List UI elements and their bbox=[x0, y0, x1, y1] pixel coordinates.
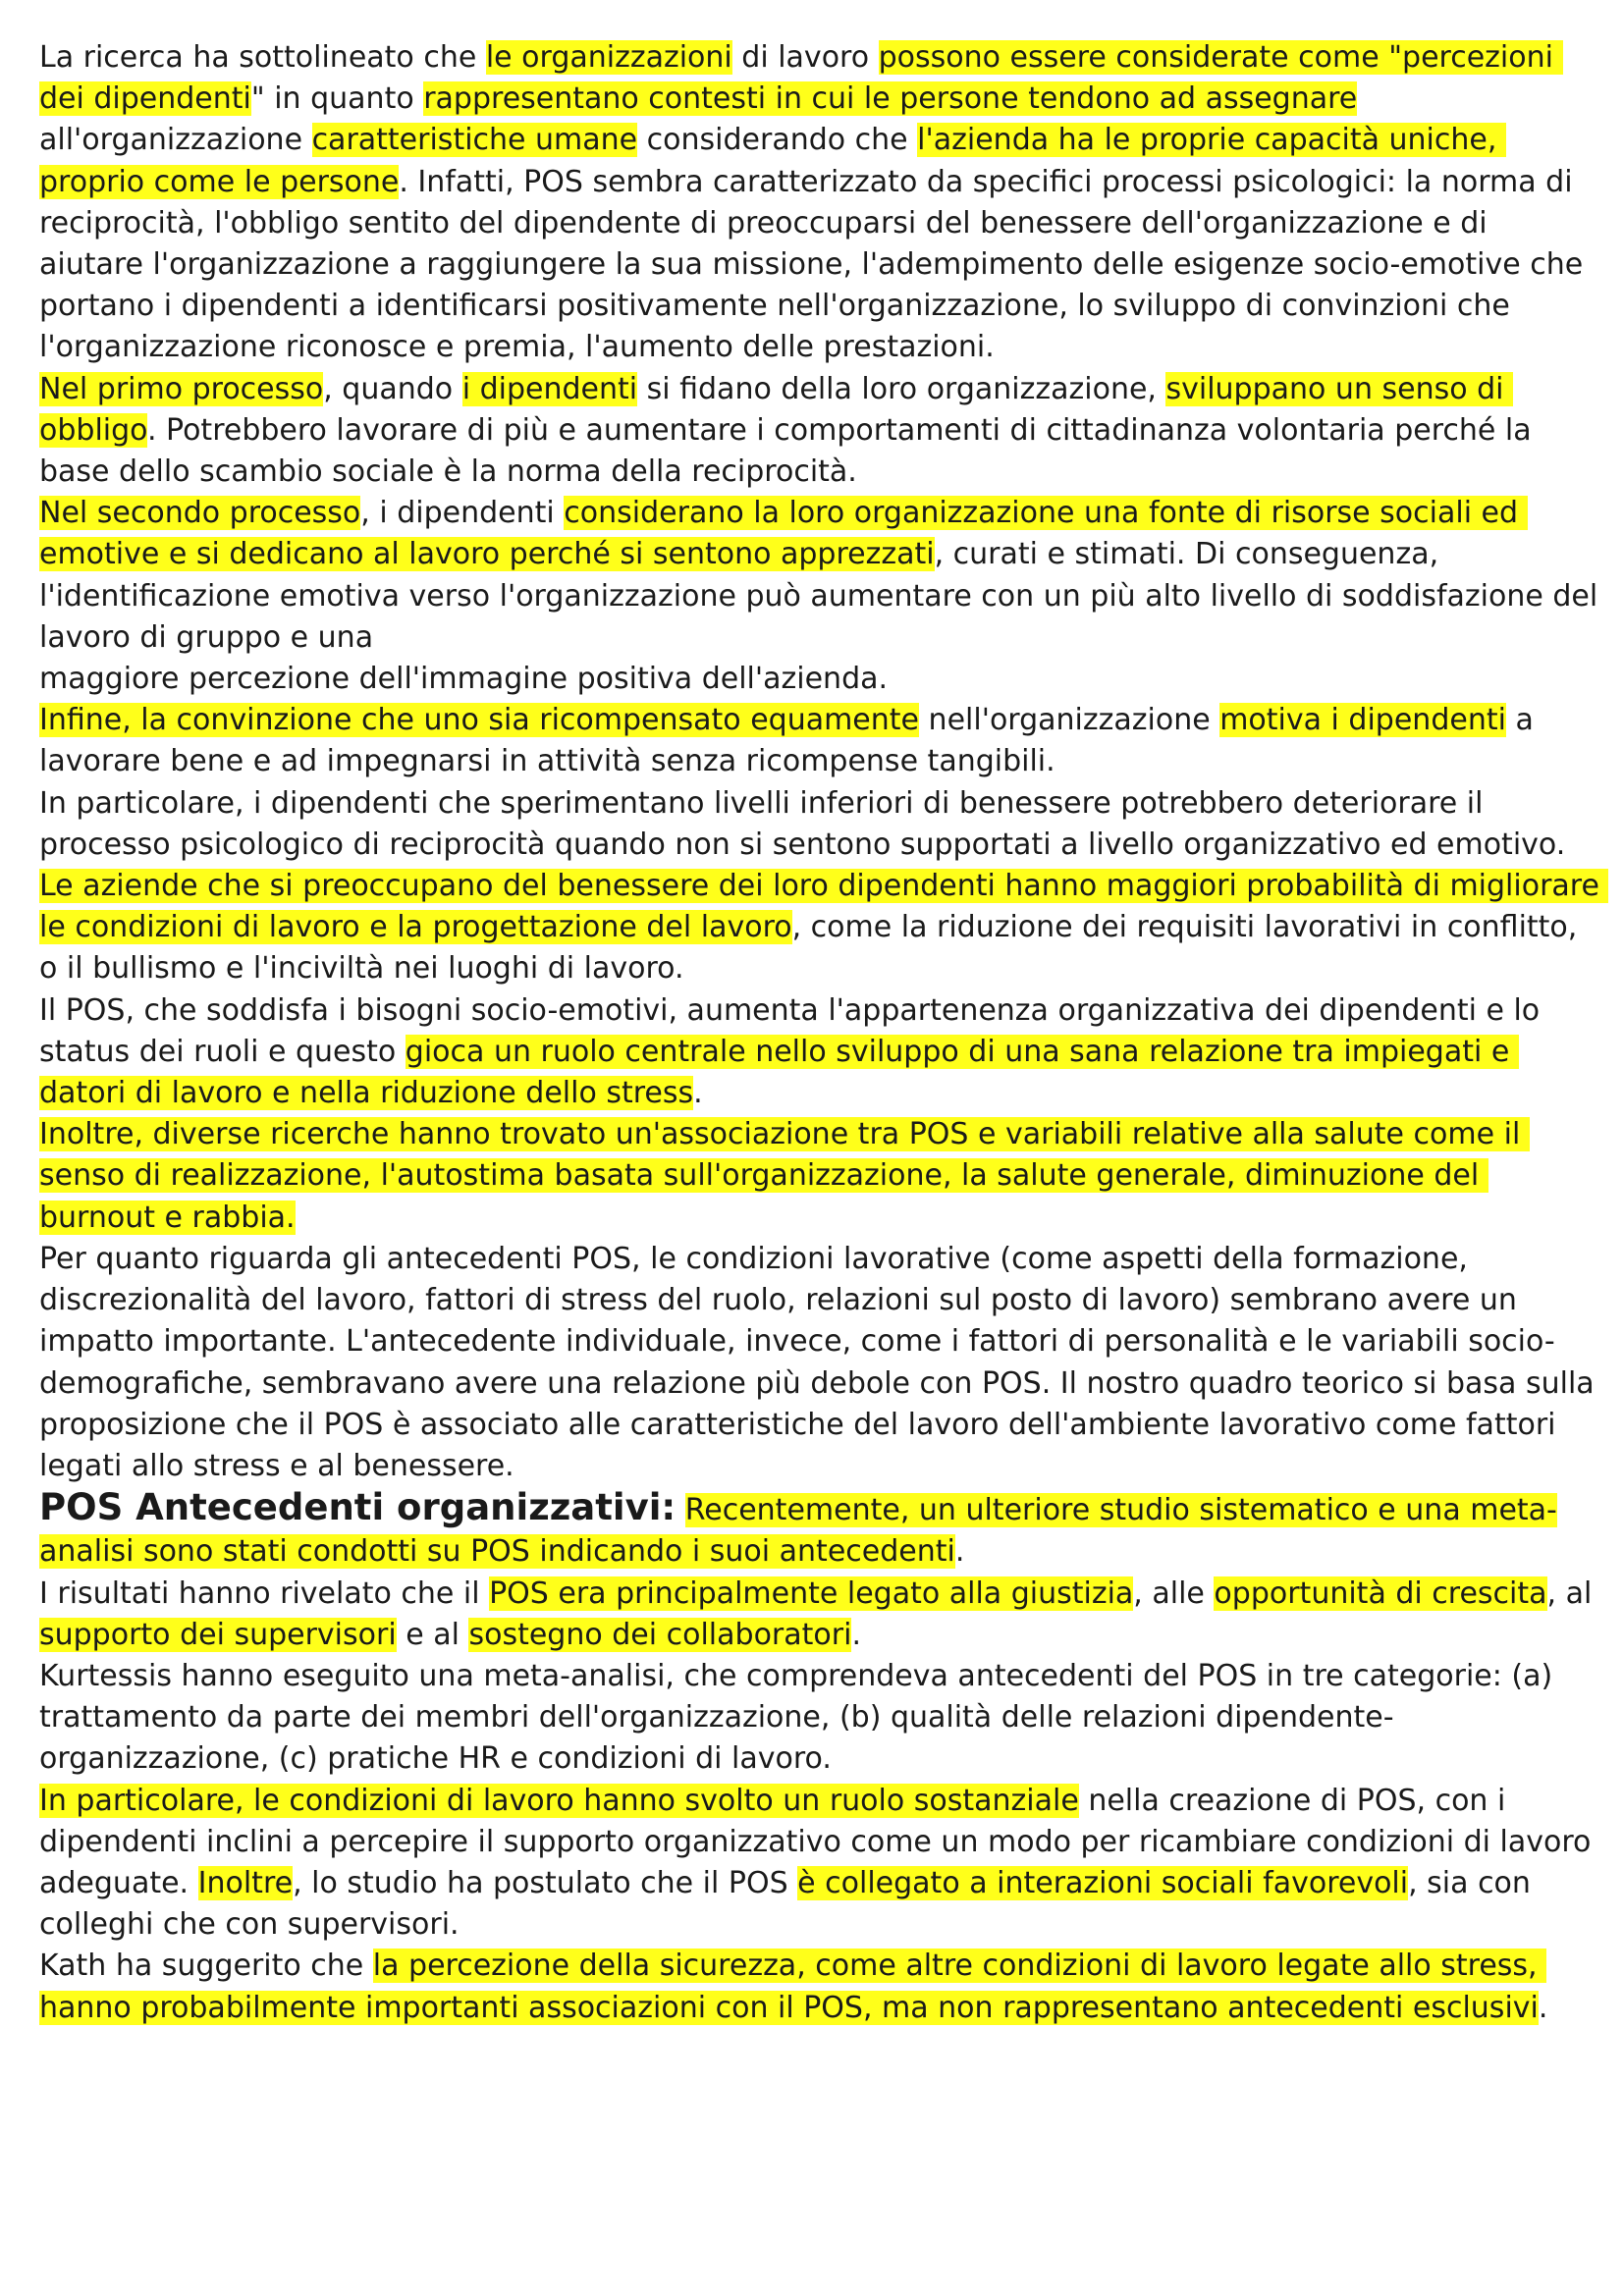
text-segment: Per quanto riguarda gli antecedenti POS, le condizioni lavorative (come aspetti della formazione, discrezionalità del lavoro, fattori di stress del ruolo, relazioni sul posto di lavoro) sembrano avere un impatto importante. L'antecedente individuale, invece, come i fattori di personalità e le variabili socio-demografiche, sembravano avere una relazione più debole con POS. Il nostro quadro teorico si basa sulla proposizione che il POS è associato alle caratteristiche del lavoro dell'ambiente lavorativo come fattori legati allo stress e al benessere. bbox=[39, 1241, 1604, 1483]
text-segment: , lo studio ha postulato che il POS bbox=[293, 1865, 798, 1900]
text-segment: . Potrebbero lavorare di più e aumentare i comportamenti di cittadinanza volontaria perché la base dello scambio sociale è la norma della reciprocità. bbox=[39, 412, 1542, 490]
highlighted-text: sviluppano un senso di obbligo bbox=[39, 371, 1514, 448]
text-segment: , quando bbox=[323, 371, 462, 406]
section-heading: POS Antecedenti organizzativi: bbox=[39, 1486, 676, 1529]
paragraph bbox=[39, 783, 1600, 866]
paragraph bbox=[39, 1114, 1600, 1239]
text-segment: . bbox=[954, 1534, 965, 1570]
highlighted-text: è collegato a interazioni sociali favorevoli bbox=[797, 1865, 1409, 1900]
text-segment: . Infatti, POS sembra caratterizzato da specifici processi psicologici: la norma di reciprocità, l'obbligo sentito del dipendente di preoccuparsi del benessere dell'organizzazione e di aiutare l'organizzazione a raggiungere la sua missione, l'adempimento delle esigenze socio-emotive che portano i dipendenti a identificarsi positivamente nell'organizzazione, lo sviluppo di convinzioni che l'organizzazione riconosce e premia, l'aumento delle prestazioni. bbox=[39, 164, 1593, 365]
highlighted-text: l'azienda ha le proprie capacità uniche, proprio come le persone bbox=[39, 123, 1506, 199]
highlighted-text: le organizzazioni bbox=[485, 40, 732, 75]
highlighted-text: gioca un ruolo centrale nello sviluppo di una sana relazione tra impiegati e datori di lavoro e nella riduzione dello stress bbox=[39, 1034, 1519, 1111]
highlighted-text: Recentemente, un ulteriore studio sistematico e una meta-analisi sono stati condotti su POS indicando i suoi antecedenti bbox=[39, 1493, 1557, 1570]
text-segment: Il POS, che soddisfa i bisogni socio-emotivi, aumenta l'appartenenza organizzativa dei dipendenti e lo status dei ruoli e questo bbox=[39, 992, 1549, 1069]
text-segment: . bbox=[693, 1076, 703, 1111]
text-segment: . bbox=[851, 1617, 861, 1652]
text-segment: nella creazione di POS, con i dipendenti inclini a percepire il supporto organizzativo come un modo per ricambiare condizioni di lavoro adeguate. bbox=[39, 1783, 1600, 1900]
text-segment: , alle bbox=[1133, 1575, 1215, 1611]
paragraph bbox=[39, 1487, 1600, 1573]
highlighted-text: la percezione della sicurezza, come altre condizioni di lavoro legate allo stress, hanno probabilmente importanti associazioni con il POS, ma non rappresentano antecedenti esclusivi bbox=[39, 1949, 1547, 2025]
highlighted-text: si dedicano al lavoro perché si sentono apprezzati bbox=[195, 537, 935, 572]
highlighted-text: Inoltre, diverse ricerche hanno trovato un'associazione tra POS e variabili relative alla salute come il senso di realizzazione, l'autostima basata sull'organizzazione, la salute generale, diminuzione del burnout e rabbia. bbox=[39, 1117, 1530, 1235]
paragraph bbox=[39, 1239, 1604, 1487]
text-segment: I risultati hanno rivelato che il bbox=[39, 1575, 490, 1611]
paragraph bbox=[39, 1946, 1600, 2028]
highlighted-text: sostegno dei collaboratori bbox=[468, 1617, 852, 1652]
highlighted-text: dipendenti bbox=[93, 81, 251, 117]
highlighted-text: supporto dei supervisori bbox=[39, 1617, 397, 1652]
paragraph bbox=[39, 1656, 1600, 1781]
text-segment: considerando che bbox=[637, 123, 918, 158]
text-segment: Kath ha suggerito che bbox=[39, 1949, 373, 1984]
text-segment: . bbox=[1538, 1990, 1548, 2025]
text-segment: si fidano della loro organizzazione, bbox=[637, 371, 1166, 406]
paragraph bbox=[39, 1781, 1600, 1947]
text-segment: all'organizzazione bbox=[39, 81, 1367, 158]
highlighted-text: In particolare, le condizioni di lavoro hanno svolto un ruolo sostanziale bbox=[39, 1783, 1079, 1818]
text-segment: di lavoro bbox=[731, 40, 879, 75]
paragraph bbox=[39, 37, 1600, 369]
paragraph bbox=[39, 369, 1600, 494]
text-segment: nell'organizzazione bbox=[919, 703, 1220, 738]
text-segment: " in quanto bbox=[250, 81, 424, 117]
highlighted-text: motiva i dipendenti bbox=[1219, 703, 1506, 738]
document-page bbox=[39, 37, 1609, 2029]
highlighted-text: rappresentano contesti in cui le persone tendono ad assegnare bbox=[423, 81, 1358, 117]
highlighted-text: i dipendenti bbox=[461, 371, 638, 406]
highlighted-text: Nel primo processo bbox=[39, 371, 324, 406]
paragraph bbox=[39, 866, 1609, 990]
text-segment: La ricerca ha sottolineato che bbox=[39, 40, 486, 75]
paragraph bbox=[39, 990, 1600, 1115]
paragraph bbox=[39, 1574, 1600, 1656]
highlighted-text: POS era principalmente legato alla giustizia bbox=[489, 1575, 1134, 1611]
text-segment: , al bbox=[1546, 1575, 1601, 1611]
highlighted-text: considerano la loro organizzazione una fonte di risorse sociali ed emotive e bbox=[39, 496, 1528, 572]
highlighted-text: Inoltre bbox=[197, 1865, 294, 1900]
text-segment: , i dipendenti bbox=[360, 496, 565, 531]
text-segment: , curati e stimati. Di conseguenza, l'identificazione emotiva verso l'organizzazione può aumentare con un più alto livello di soddisfazione del lavoro di gruppo e una maggiore percezione dell'immagine positiva dell'azienda. bbox=[39, 537, 1598, 697]
highlighted-text: opportunità di crescita bbox=[1214, 1575, 1547, 1611]
text-segment bbox=[676, 1493, 685, 1527]
highlighted-text: possono essere considerate come "percezioni dei bbox=[39, 40, 1563, 117]
text-segment: In particolare, i dipendenti che sperimentano livelli inferiori di benessere potrebbero deteriorare il processo psicologico di reciprocità quando non si sentono supportati a livello organizzativo ed emotivo. bbox=[39, 785, 1566, 862]
text-segment: , sia con colleghi che con supervisori. bbox=[39, 1865, 1541, 1943]
text-segment: Kurtessis hanno eseguito una meta-analisi, che comprendeva antecedenti del POS in tre categorie: (a) trattamento da parte dei membri dell'organizzazione, (b) qualità delle relazioni dipendente-organizzazione, (c) pratiche HR e condizioni di lavoro. bbox=[39, 1658, 1562, 1777]
highlighted-text: Infine, la convinzione che uno sia ricompensato equamente bbox=[39, 703, 920, 738]
text-segment: , come la riduzione dei requisiti lavorativi in conflitto, o il bullismo e l'inciviltà nei luoghi di lavoro. bbox=[39, 910, 1587, 987]
highlighted-text: caratteristiche umane bbox=[311, 123, 638, 158]
highlighted-text: Le aziende che si preoccupano del benessere dei loro dipendenti hanno maggiori probabilità di migliorare le condizioni di lavoro e la progettazione del lavoro bbox=[39, 869, 1609, 945]
text-segment: e al bbox=[396, 1617, 469, 1652]
text-segment: a lavorare bene e ad impegnarsi in attività senza ricompense tangibili. bbox=[39, 703, 1543, 779]
paragraph bbox=[39, 700, 1600, 782]
paragraph bbox=[39, 493, 1600, 700]
highlighted-text: Nel secondo processo bbox=[39, 496, 361, 531]
